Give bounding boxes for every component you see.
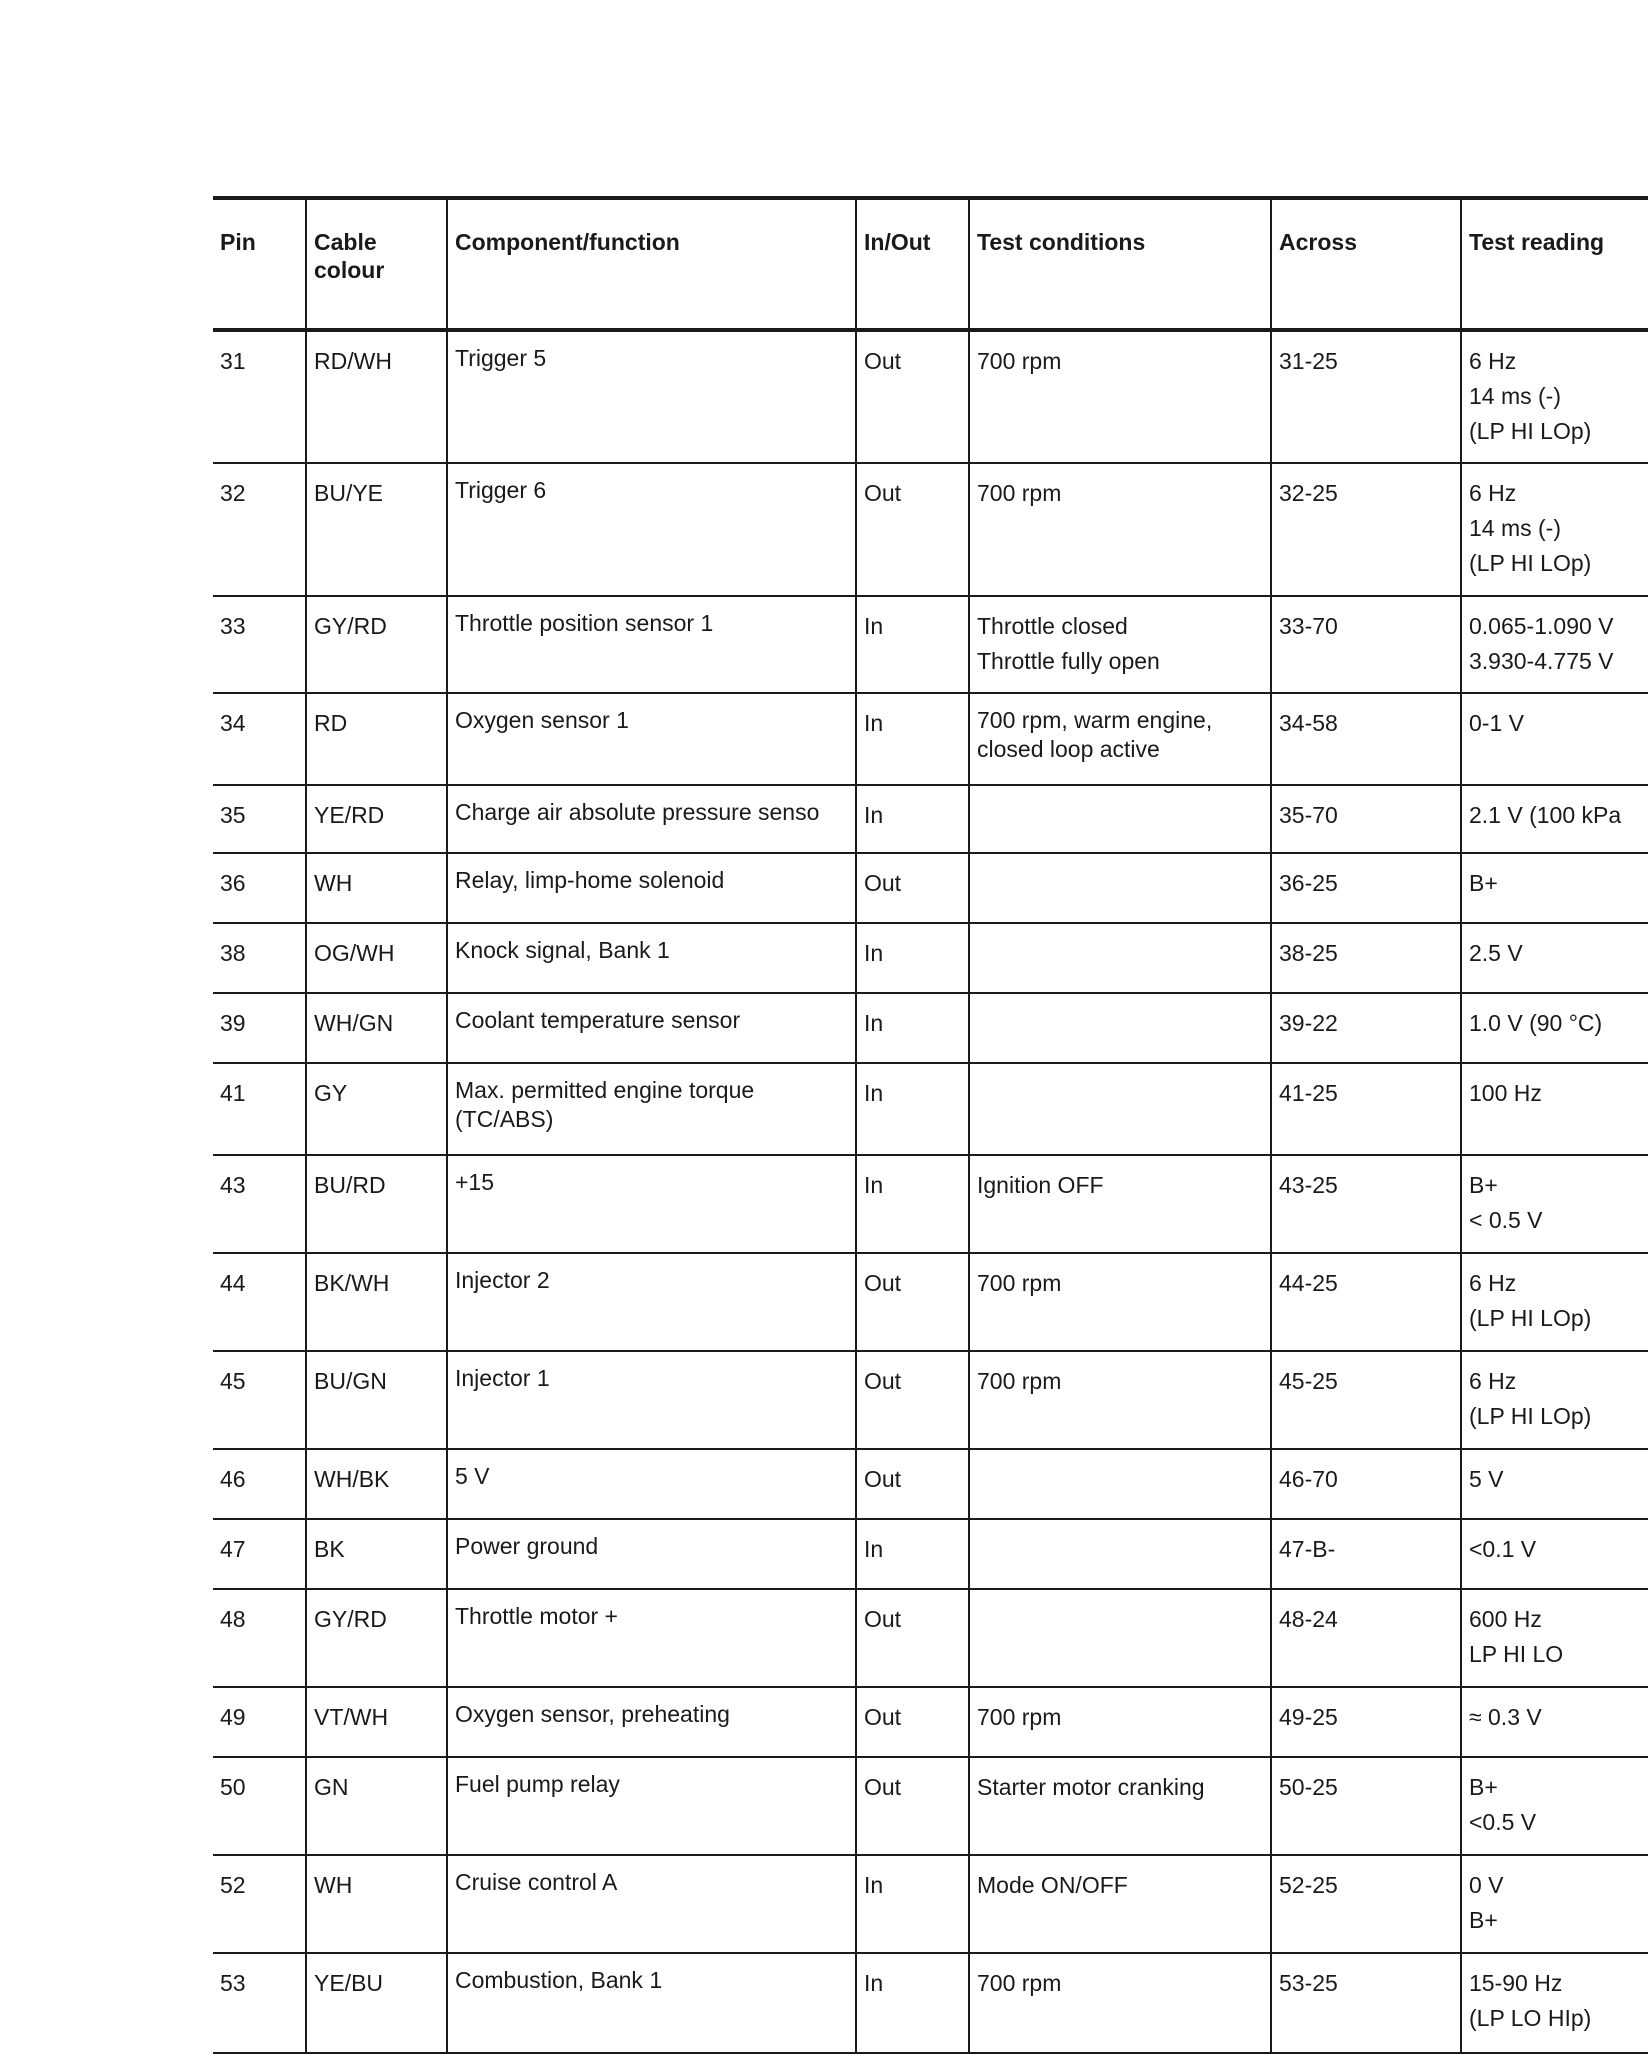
component-cell: Max. permitted engine torque (TC/ABS) — [447, 1063, 856, 1155]
component-cell: Combustion, Bank 1 — [447, 1953, 856, 2053]
pin-cell: 46 — [213, 1449, 306, 1519]
table-body — [213, 330, 1648, 2053]
component-cell: Trigger 6 — [447, 463, 856, 596]
test-conditions-cell-line: 700 rpm — [977, 1970, 1062, 1996]
across-cell: 34-58 — [1271, 693, 1461, 785]
across-cell: 48-24 — [1271, 1589, 1461, 1687]
test-reading-cell — [1461, 1351, 1648, 1449]
test-reading-cell-line: 1.0 V (90 °C) — [1469, 1010, 1603, 1036]
component-cell: +15 — [447, 1155, 856, 1253]
test-reading-cell-line: 3.930-4.775 V — [1469, 648, 1614, 674]
component-cell: Injector 2 — [447, 1253, 856, 1351]
cable-colour-cell: VT/WH — [306, 1687, 447, 1757]
pin-cell: 43 — [213, 1155, 306, 1253]
test-conditions-cell — [969, 1351, 1271, 1449]
test-reading-cell-line: 6 Hz — [1469, 1270, 1517, 1296]
test-conditions-cell — [969, 330, 1271, 463]
component-cell: Power ground — [447, 1519, 856, 1589]
pin-cell: 31 — [213, 330, 306, 463]
component-cell: Oxygen sensor 1 — [447, 693, 856, 785]
test-reading-cell-line: (LP HI LOp) — [1469, 1403, 1592, 1429]
component-cell: Cruise control A — [447, 1855, 856, 1953]
test-reading-cell — [1461, 463, 1648, 596]
cable-colour-cell: GY — [306, 1063, 447, 1155]
test-reading-cell — [1461, 1953, 1648, 2053]
across-cell: 38-25 — [1271, 923, 1461, 993]
test-conditions-cell-line: 700 rpm — [977, 1270, 1062, 1296]
across-cell: 45-25 — [1271, 1351, 1461, 1449]
cable-colour-cell: GY/RD — [306, 1589, 447, 1687]
test-conditions-cell — [969, 993, 1271, 1063]
test-conditions-cell — [969, 1687, 1271, 1757]
header-component: Component/function — [447, 198, 856, 330]
pin-table — [213, 196, 1648, 2054]
table-row — [213, 1589, 1648, 1687]
test-conditions-cell — [969, 596, 1271, 693]
cable-colour-cell: YE/BU — [306, 1953, 447, 2053]
test-reading-cell-line: 5 V — [1469, 1466, 1504, 1492]
across-cell: 31-25 — [1271, 330, 1461, 463]
in-out-cell: Out — [856, 1351, 969, 1449]
test-reading-cell-line: 6 Hz — [1469, 348, 1517, 374]
test-reading-cell-line: 0.065-1.090 V — [1469, 613, 1614, 639]
test-reading-cell — [1461, 1155, 1648, 1253]
in-out-cell: In — [856, 785, 969, 853]
test-conditions-cell — [969, 785, 1271, 853]
test-conditions-cell — [969, 853, 1271, 923]
pin-cell: 32 — [213, 463, 306, 596]
table-header-row — [213, 198, 1648, 330]
component-cell: Throttle motor + — [447, 1589, 856, 1687]
across-cell: 39-22 — [1271, 993, 1461, 1063]
test-conditions-cell — [969, 693, 1271, 785]
table-row — [213, 923, 1648, 993]
test-conditions-cell-line: Throttle fully open — [977, 648, 1160, 674]
table-row — [213, 1855, 1648, 1953]
header-test-conditions: Test conditions — [969, 198, 1271, 330]
header-in-out: In/Out — [856, 198, 969, 330]
header-across: Across — [1271, 198, 1461, 330]
pin-cell: 45 — [213, 1351, 306, 1449]
table-row — [213, 1757, 1648, 1855]
across-cell: 35-70 — [1271, 785, 1461, 853]
test-conditions-cell-line: Throttle closed — [977, 613, 1128, 639]
cable-colour-cell: BU/GN — [306, 1351, 447, 1449]
test-conditions-cell-line: 700 rpm — [977, 1704, 1062, 1730]
in-out-cell: Out — [856, 1253, 969, 1351]
pin-cell: 33 — [213, 596, 306, 693]
test-reading-cell-line: 0-1 V — [1469, 710, 1524, 736]
cable-colour-cell: WH/GN — [306, 993, 447, 1063]
cable-colour-cell: RD/WH — [306, 330, 447, 463]
table-row — [213, 853, 1648, 923]
test-reading-cell-line: 100 Hz — [1469, 1080, 1542, 1106]
in-out-cell: In — [856, 1155, 969, 1253]
test-reading-cell-line: 15-90 Hz — [1469, 1970, 1563, 1996]
pin-cell: 53 — [213, 1953, 306, 2053]
across-cell: 44-25 — [1271, 1253, 1461, 1351]
test-reading-cell-line: (LP HI LOp) — [1469, 1305, 1592, 1331]
table-row — [213, 463, 1648, 596]
component-cell: Charge air absolute pressure senso — [447, 785, 856, 853]
table-row — [213, 1519, 1648, 1589]
test-reading-cell-line: 2.1 V (100 kPa — [1469, 802, 1622, 828]
test-conditions-cell-line: Mode ON/OFF — [977, 1872, 1128, 1898]
test-reading-cell — [1461, 1063, 1648, 1155]
test-conditions-cell — [969, 1063, 1271, 1155]
test-reading-cell-line: (LP LO HIp) — [1469, 2005, 1592, 2031]
test-reading-cell-line: 600 Hz — [1469, 1606, 1542, 1632]
test-reading-cell — [1461, 1449, 1648, 1519]
test-reading-cell — [1461, 1855, 1648, 1953]
cable-colour-cell: RD — [306, 693, 447, 785]
table-row — [213, 1063, 1648, 1155]
test-reading-cell-line: (LP HI LOp) — [1469, 418, 1592, 444]
in-out-cell: Out — [856, 1589, 969, 1687]
across-cell: 50-25 — [1271, 1757, 1461, 1855]
cable-colour-cell: WH — [306, 853, 447, 923]
in-out-cell: Out — [856, 330, 969, 463]
test-conditions-cell — [969, 1253, 1271, 1351]
in-out-cell: In — [856, 1855, 969, 1953]
test-reading-cell-line: < 0.5 V — [1469, 1207, 1543, 1233]
test-reading-cell — [1461, 330, 1648, 463]
test-conditions-cell — [969, 923, 1271, 993]
test-conditions-cell — [969, 463, 1271, 596]
pin-cell: 39 — [213, 993, 306, 1063]
header-cable-colour: Cable colour — [306, 198, 447, 330]
table-row — [213, 596, 1648, 693]
cable-colour-cell: BK/WH — [306, 1253, 447, 1351]
in-out-cell: In — [856, 993, 969, 1063]
test-reading-cell — [1461, 923, 1648, 993]
pin-cell: 48 — [213, 1589, 306, 1687]
pin-cell: 50 — [213, 1757, 306, 1855]
test-conditions-cell — [969, 1953, 1271, 2053]
component-cell: Coolant temperature sensor — [447, 993, 856, 1063]
test-reading-cell — [1461, 1519, 1648, 1589]
test-reading-cell-line: 14 ms (-) — [1469, 515, 1561, 541]
pin-cell: 36 — [213, 853, 306, 923]
component-cell: Knock signal, Bank 1 — [447, 923, 856, 993]
test-conditions-cell — [969, 1519, 1271, 1589]
in-out-cell: Out — [856, 1757, 969, 1855]
test-reading-cell — [1461, 993, 1648, 1063]
table-row — [213, 1687, 1648, 1757]
across-cell: 41-25 — [1271, 1063, 1461, 1155]
test-reading-cell — [1461, 1589, 1648, 1687]
test-conditions-cell-line: 700 rpm — [977, 1368, 1062, 1394]
test-reading-cell — [1461, 1757, 1648, 1855]
pin-cell: 47 — [213, 1519, 306, 1589]
in-out-cell: Out — [856, 463, 969, 596]
test-reading-cell — [1461, 785, 1648, 853]
header-test-reading: Test reading — [1461, 198, 1648, 330]
table-row — [213, 693, 1648, 785]
cable-colour-cell: OG/WH — [306, 923, 447, 993]
pin-cell: 38 — [213, 923, 306, 993]
table-row — [213, 330, 1648, 463]
pin-cell: 44 — [213, 1253, 306, 1351]
component-cell: Trigger 5 — [447, 330, 856, 463]
test-reading-cell-line: 2.5 V — [1469, 940, 1523, 966]
cable-colour-cell: GN — [306, 1757, 447, 1855]
table-row — [213, 1449, 1648, 1519]
test-conditions-cell-line: Starter motor cranking — [977, 1774, 1205, 1800]
in-out-cell: Out — [856, 1449, 969, 1519]
test-conditions-cell-line: 700 rpm, warm engine, closed loop active — [977, 707, 1213, 762]
test-conditions-cell-line: 700 rpm — [977, 348, 1062, 374]
across-cell: 52-25 — [1271, 1855, 1461, 1953]
in-out-cell: In — [856, 596, 969, 693]
test-reading-cell-line: B+ — [1469, 1172, 1498, 1198]
cable-colour-cell: WH/BK — [306, 1449, 447, 1519]
test-conditions-cell — [969, 1155, 1271, 1253]
table-row — [213, 993, 1648, 1063]
pin-cell: 41 — [213, 1063, 306, 1155]
in-out-cell: In — [856, 1519, 969, 1589]
test-reading-cell — [1461, 693, 1648, 785]
cable-colour-cell: BK — [306, 1519, 447, 1589]
pin-cell: 34 — [213, 693, 306, 785]
cable-colour-cell: BU/YE — [306, 463, 447, 596]
across-cell: 43-25 — [1271, 1155, 1461, 1253]
pin-cell: 52 — [213, 1855, 306, 1953]
component-cell: Relay, limp-home solenoid — [447, 853, 856, 923]
test-reading-cell-line: B+ — [1469, 1774, 1498, 1800]
cable-colour-cell: BU/RD — [306, 1155, 447, 1253]
across-cell: 33-70 — [1271, 596, 1461, 693]
table-row — [213, 1953, 1648, 2053]
table-row — [213, 1351, 1648, 1449]
test-reading-cell-line: 0 V — [1469, 1872, 1504, 1898]
table-row — [213, 1155, 1648, 1253]
across-cell: 36-25 — [1271, 853, 1461, 923]
in-out-cell: Out — [856, 853, 969, 923]
across-cell: 46-70 — [1271, 1449, 1461, 1519]
in-out-cell: In — [856, 1063, 969, 1155]
test-reading-cell-line: 6 Hz — [1469, 1368, 1517, 1394]
test-reading-cell-line: 14 ms (-) — [1469, 383, 1561, 409]
in-out-cell: Out — [856, 1687, 969, 1757]
test-reading-cell-line: (LP HI LOp) — [1469, 550, 1592, 576]
test-reading-cell-line: 6 Hz — [1469, 480, 1517, 506]
test-reading-cell-line: <0.1 V — [1469, 1536, 1537, 1562]
test-conditions-cell-line: Ignition OFF — [977, 1172, 1104, 1198]
in-out-cell: In — [856, 923, 969, 993]
test-conditions-cell-line: 700 rpm — [977, 480, 1062, 506]
component-cell: Throttle position sensor 1 — [447, 596, 856, 693]
in-out-cell: In — [856, 693, 969, 785]
across-cell: 53-25 — [1271, 1953, 1461, 2053]
cable-colour-cell: WH — [306, 1855, 447, 1953]
component-cell: Injector 1 — [447, 1351, 856, 1449]
component-cell: Oxygen sensor, preheating — [447, 1687, 856, 1757]
in-out-cell: In — [856, 1953, 969, 2053]
table-row — [213, 1253, 1648, 1351]
test-conditions-cell — [969, 1449, 1271, 1519]
header-pin: Pin — [213, 198, 306, 330]
test-conditions-cell — [969, 1757, 1271, 1855]
test-reading-cell — [1461, 853, 1648, 923]
test-reading-cell-line: B+ — [1469, 870, 1498, 896]
test-reading-cell — [1461, 596, 1648, 693]
pin-cell: 35 — [213, 785, 306, 853]
cable-colour-cell: YE/RD — [306, 785, 447, 853]
component-cell: Fuel pump relay — [447, 1757, 856, 1855]
pin-table-sheet — [213, 196, 1648, 2054]
test-reading-cell-line: <0.5 V — [1469, 1809, 1537, 1835]
test-conditions-cell — [969, 1855, 1271, 1953]
test-reading-cell — [1461, 1687, 1648, 1757]
test-conditions-cell — [969, 1589, 1271, 1687]
component-cell: 5 V — [447, 1449, 856, 1519]
pin-cell: 49 — [213, 1687, 306, 1757]
test-reading-cell-line: LP HI LO — [1469, 1641, 1564, 1667]
test-reading-cell-line: ≈ 0.3 V — [1469, 1704, 1542, 1730]
table-row — [213, 785, 1648, 853]
across-cell: 47-B- — [1271, 1519, 1461, 1589]
test-reading-cell-line: B+ — [1469, 1907, 1498, 1933]
cable-colour-cell: GY/RD — [306, 596, 447, 693]
across-cell: 32-25 — [1271, 463, 1461, 596]
test-reading-cell — [1461, 1253, 1648, 1351]
across-cell: 49-25 — [1271, 1687, 1461, 1757]
